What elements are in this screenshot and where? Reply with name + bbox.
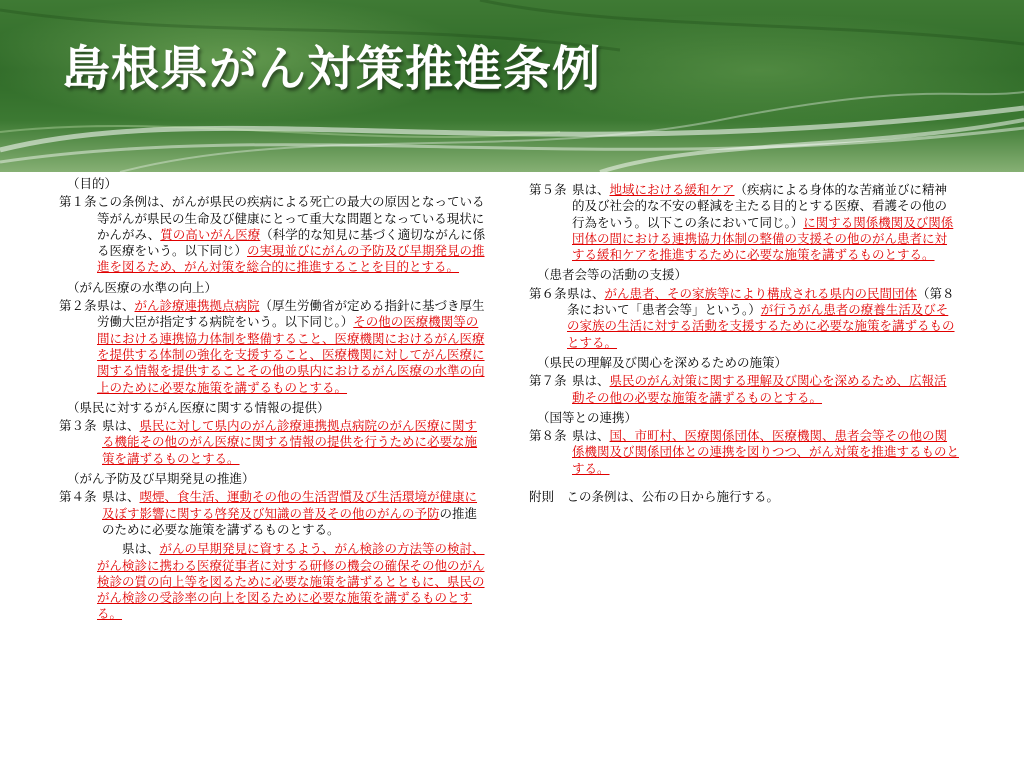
- section-heading: （がん予防及び早期発見の推進）: [67, 471, 255, 487]
- article-text: 県は、: [567, 285, 605, 301]
- right-column: [529, 182, 959, 505]
- highlighted-text: が行うがん患者の療養生活及びその家族の生活に対する活動を支援するために必要な施策を講ずるものとする。: [567, 302, 955, 350]
- article-text: の推進のために必要な施策を講ずるものとする。: [102, 505, 478, 537]
- article-text: 県は、: [102, 489, 140, 505]
- article: [59, 418, 487, 467]
- article-text: 県は、: [102, 418, 140, 434]
- article-number: 第８条: [529, 428, 567, 444]
- article-number: 第３条: [59, 418, 97, 434]
- left-column: [59, 172, 487, 626]
- article-number: 第１条: [59, 194, 97, 210]
- article: [529, 428, 959, 477]
- page-title: 島根県がん対策推進条例: [62, 41, 602, 97]
- section-heading: （目的）: [67, 176, 118, 191]
- highlighted-text: の実現並びにがんの予防及び早期発見の推進を図るため、がん対策を総合的に推進することを目的とする。: [97, 243, 485, 275]
- article-text: （科学的な知見に基づく適切ながんに係る医療をいう。以下同じ）: [97, 226, 486, 259]
- highlighted-text: 質の高いがん医療: [160, 226, 261, 242]
- highlighted-text: に関する関係機関及び関係団体の間における連携協力体制の整備の支援その他のがん患者に対する緩和ケアを推進するために必要な施策を講ずるものとする。: [572, 214, 954, 263]
- article-text: この条例は、がんが県民の疾病による死亡の最大の原因となっている等がんが県民の生命及び健康にとって重大な問題となっている現状にかんがみ、: [97, 194, 485, 242]
- article-number: 第７条: [529, 373, 567, 389]
- article-number: 第４条: [59, 489, 97, 505]
- article-text: 県は、: [572, 182, 610, 197]
- highlighted-text: その他の医療機関等の間における連携協力体制を整備すること、医療機関におけるがん医療を提供する体制の強化を支援すること、医療機関に対してがん医療に関する情報を提供することその他の県内におけるがん医療の水準の向上のために必要な施策を講ずるものとする。: [97, 314, 485, 395]
- section-heading: （がん医療の水準の向上）: [67, 279, 218, 295]
- highlighted-text: 国、市町村、医療関係団体、医療機関、患者会等その他の関係機関及び関係団体との連携を図りつつ、がん対策を推進するものとする。: [572, 428, 960, 476]
- article-text: （厚生労働省が定める指針に基づき厚生労働大臣が指定する病院をいう。以下同じ。）: [97, 298, 485, 330]
- article-number: 第６条: [529, 285, 567, 301]
- article: [59, 489, 487, 538]
- article: [529, 286, 959, 351]
- highlighted-text: がんの早期発見に資するよう、がん検診の方法等の検討、がん検診に携わる医療従事者に対する研修の機会の確保その他のがん検診の質の向上等を図るために必要な施策を講ずるとともに、県民のがん検診の受診率の向上を図るために必要な施策を講ずるものとする。: [97, 541, 485, 622]
- section-heading: （国等との連携）: [537, 409, 638, 425]
- article: [529, 182, 959, 263]
- article-text: （第８条において「患者会等」という。）: [567, 285, 955, 318]
- highlighted-text: 県民のがん対策に関する理解及び関心を深めるため、広報活動その他の必要な施策を講ずるものとする。: [572, 373, 947, 405]
- article-number: 第２条: [59, 298, 97, 314]
- highlighted-text: 県民に対して県内のがん診療連携拠点病院のがん医療に関する機能その他のがん医療に関する情報の提供を行うために必要な施策を講ずるものとする。: [102, 418, 478, 466]
- article-text: 県は、: [122, 541, 160, 557]
- section-heading: （患者会等の活動の支援）: [537, 267, 688, 283]
- highlighted-text: がん患者、その家族等により構成される県内の民間団体: [604, 285, 918, 301]
- section-heading: （県民の理解及び関心を深めるための施策）: [537, 354, 788, 370]
- supplementary-provision: 附則 この条例は、公布の日から施行する。: [529, 489, 780, 505]
- article-text: 県は、: [97, 298, 135, 314]
- article-text: 県は、: [572, 428, 610, 444]
- section-heading: （県民に対するがん医療に関する情報の提供）: [67, 399, 330, 415]
- title-banner: [0, 0, 1024, 172]
- highlighted-text: 喫煙、食生活、運動その他の生活習慣及び生活環境が健康に及ぼす影響に関する啓発及び知識の普及その他のがんの予防: [102, 489, 478, 521]
- article-text: 県は、: [572, 373, 610, 389]
- article: [59, 298, 487, 396]
- article: [59, 194, 487, 275]
- highlighted-text: がん診療連携拠点病院: [134, 298, 260, 314]
- article-paragraph: [59, 541, 487, 622]
- highlighted-text: 地域における緩和ケア: [609, 182, 735, 197]
- article-number: 第５条: [529, 182, 567, 197]
- article-text: （疾病による身体的な苦痛並びに精神的及び社会的な不安の軽減を主たる目的とする医療、看護その他の行為をいう。以下この条において同じ。）: [572, 182, 948, 230]
- article: [529, 373, 959, 406]
